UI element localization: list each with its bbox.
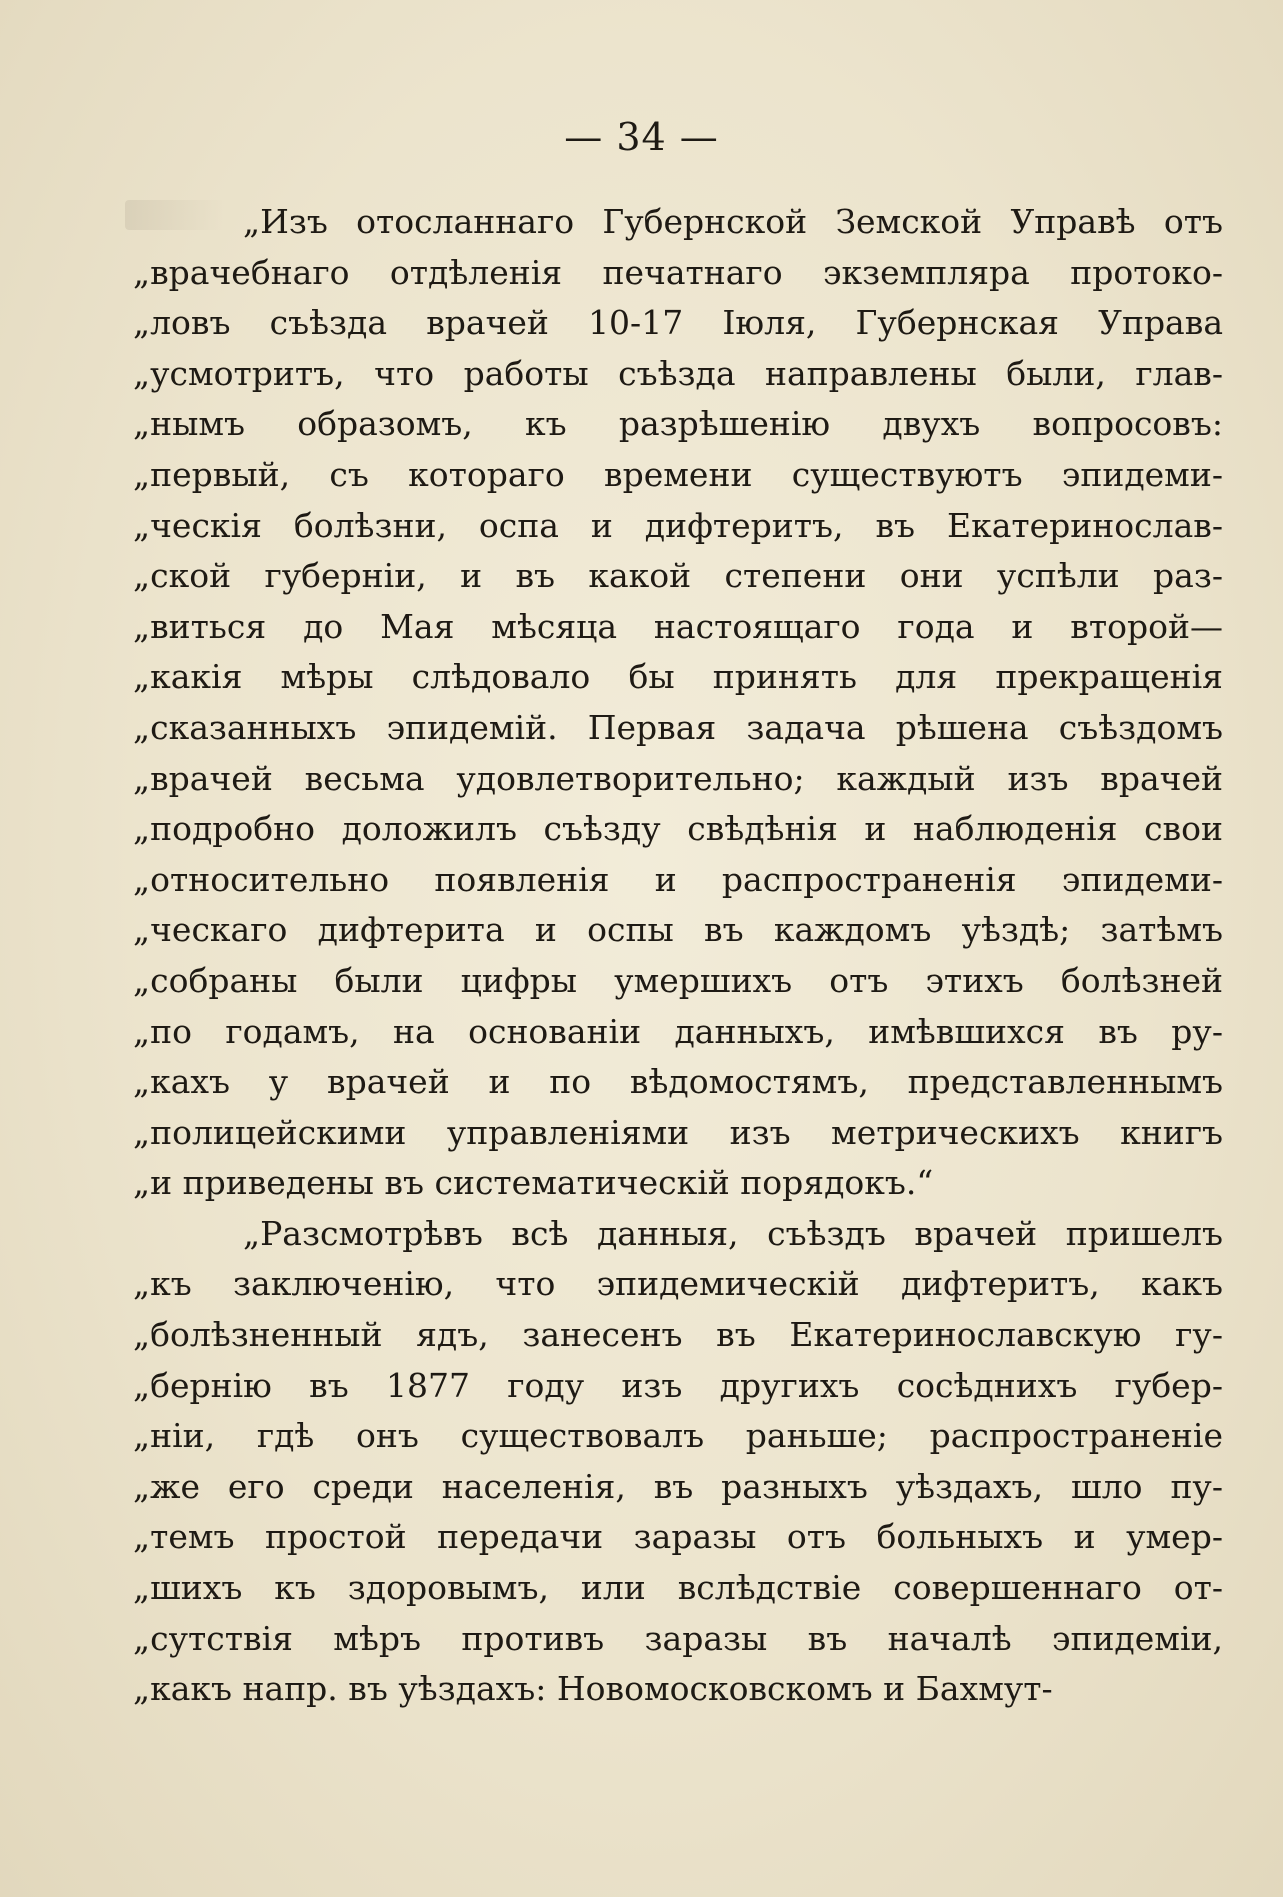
- text-line: „бернію въ 1877 году изъ другихъ сосѣднихъ губер-: [133, 1365, 1223, 1405]
- text-line: „Разсмотрѣвъ всѣ данныя, съѣздъ врачей пришелъ: [243, 1213, 1223, 1253]
- page-number: — 34 —: [564, 115, 719, 159]
- text-line: „нымъ образомъ, къ разрѣшенію двухъ вопросовъ:: [133, 404, 1223, 444]
- text-line: „врачей весьма удовлетворительно; каждый изъ врачей: [133, 758, 1223, 798]
- text-line: „же его среди населенія, въ разныхъ уѣздахъ, шло пу-: [133, 1466, 1223, 1506]
- text-line: „шихъ къ здоровымъ, или вслѣдствіе совершеннаго от-: [133, 1568, 1223, 1608]
- text-line: „виться до Мая мѣсяца настоящаго года и второй—: [133, 606, 1223, 646]
- body-text: [133, 197, 1223, 1715]
- text-line: „сутствія мѣръ противъ заразы въ началѣ эпидеміи,: [133, 1618, 1223, 1658]
- text-line: „сказанныхъ эпидемій. Первая задача рѣшена съѣздомъ: [133, 707, 1223, 747]
- text-line: „Изъ отосланнаго Губернской Земской Управѣ отъ: [243, 202, 1223, 241]
- text-line: „собраны были цифры умершихъ отъ этихъ болѣзней: [133, 960, 1223, 1000]
- text-line: „усмотритъ, что работы съѣзда направлены были, глав-: [133, 353, 1223, 393]
- text-line: „по годамъ, на основаніи данныхъ, имѣвшихся въ ру-: [133, 1011, 1223, 1051]
- paragraph: [133, 197, 1223, 1209]
- text-line: „ніи, гдѣ онъ существовалъ раньше; распространеніе: [133, 1416, 1223, 1456]
- text-line: „какія мѣры слѣдовало бы принять для прекращенія: [133, 657, 1223, 697]
- text-line: „врачебнаго отдѣленія печатнаго экземпляра протоко-: [133, 252, 1223, 292]
- text-line: „какъ напр. въ уѣздахъ: Новомосковскомъ и Бахмут-: [133, 1669, 1053, 1709]
- text-line: „полицейскими управленіями изъ метрическихъ книгъ: [133, 1112, 1223, 1152]
- paragraph: [133, 1209, 1223, 1715]
- text-line: „ской губерніи, и въ какой степени они успѣли раз-: [133, 556, 1223, 596]
- text-line: „относительно появленія и распространенія эпидеми-: [133, 859, 1223, 899]
- text-line: „болѣзненный ядъ, занесенъ въ Екатеринославскую гу-: [133, 1315, 1223, 1355]
- text-line: „темъ простой передачи заразы отъ больныхъ и умер-: [133, 1517, 1223, 1557]
- text-line: „первый, съ котораго времени существуютъ эпидеми-: [133, 454, 1223, 494]
- text-line: „ческія болѣзни, оспа и дифтеритъ, въ Екатеринослав-: [133, 505, 1223, 545]
- text-line: „и приведены въ систематическій порядокъ.“: [133, 1163, 934, 1203]
- text-line: „ловъ съѣзда врачей 10-17 Іюля, Губернская Управа: [133, 303, 1223, 343]
- text-line: „кахъ у врачей и по вѣдомостямъ, представленнымъ: [133, 1062, 1223, 1102]
- text-line: „ческаго дифтерита и оспы въ каждомъ уѣздѣ; затѣмъ: [133, 910, 1223, 950]
- text-line: „подробно доложилъ съѣзду свѣдѣнія и наблюденія свои: [133, 809, 1223, 849]
- text-line: „къ заключенію, что эпидемическій дифтеритъ, какъ: [133, 1264, 1223, 1304]
